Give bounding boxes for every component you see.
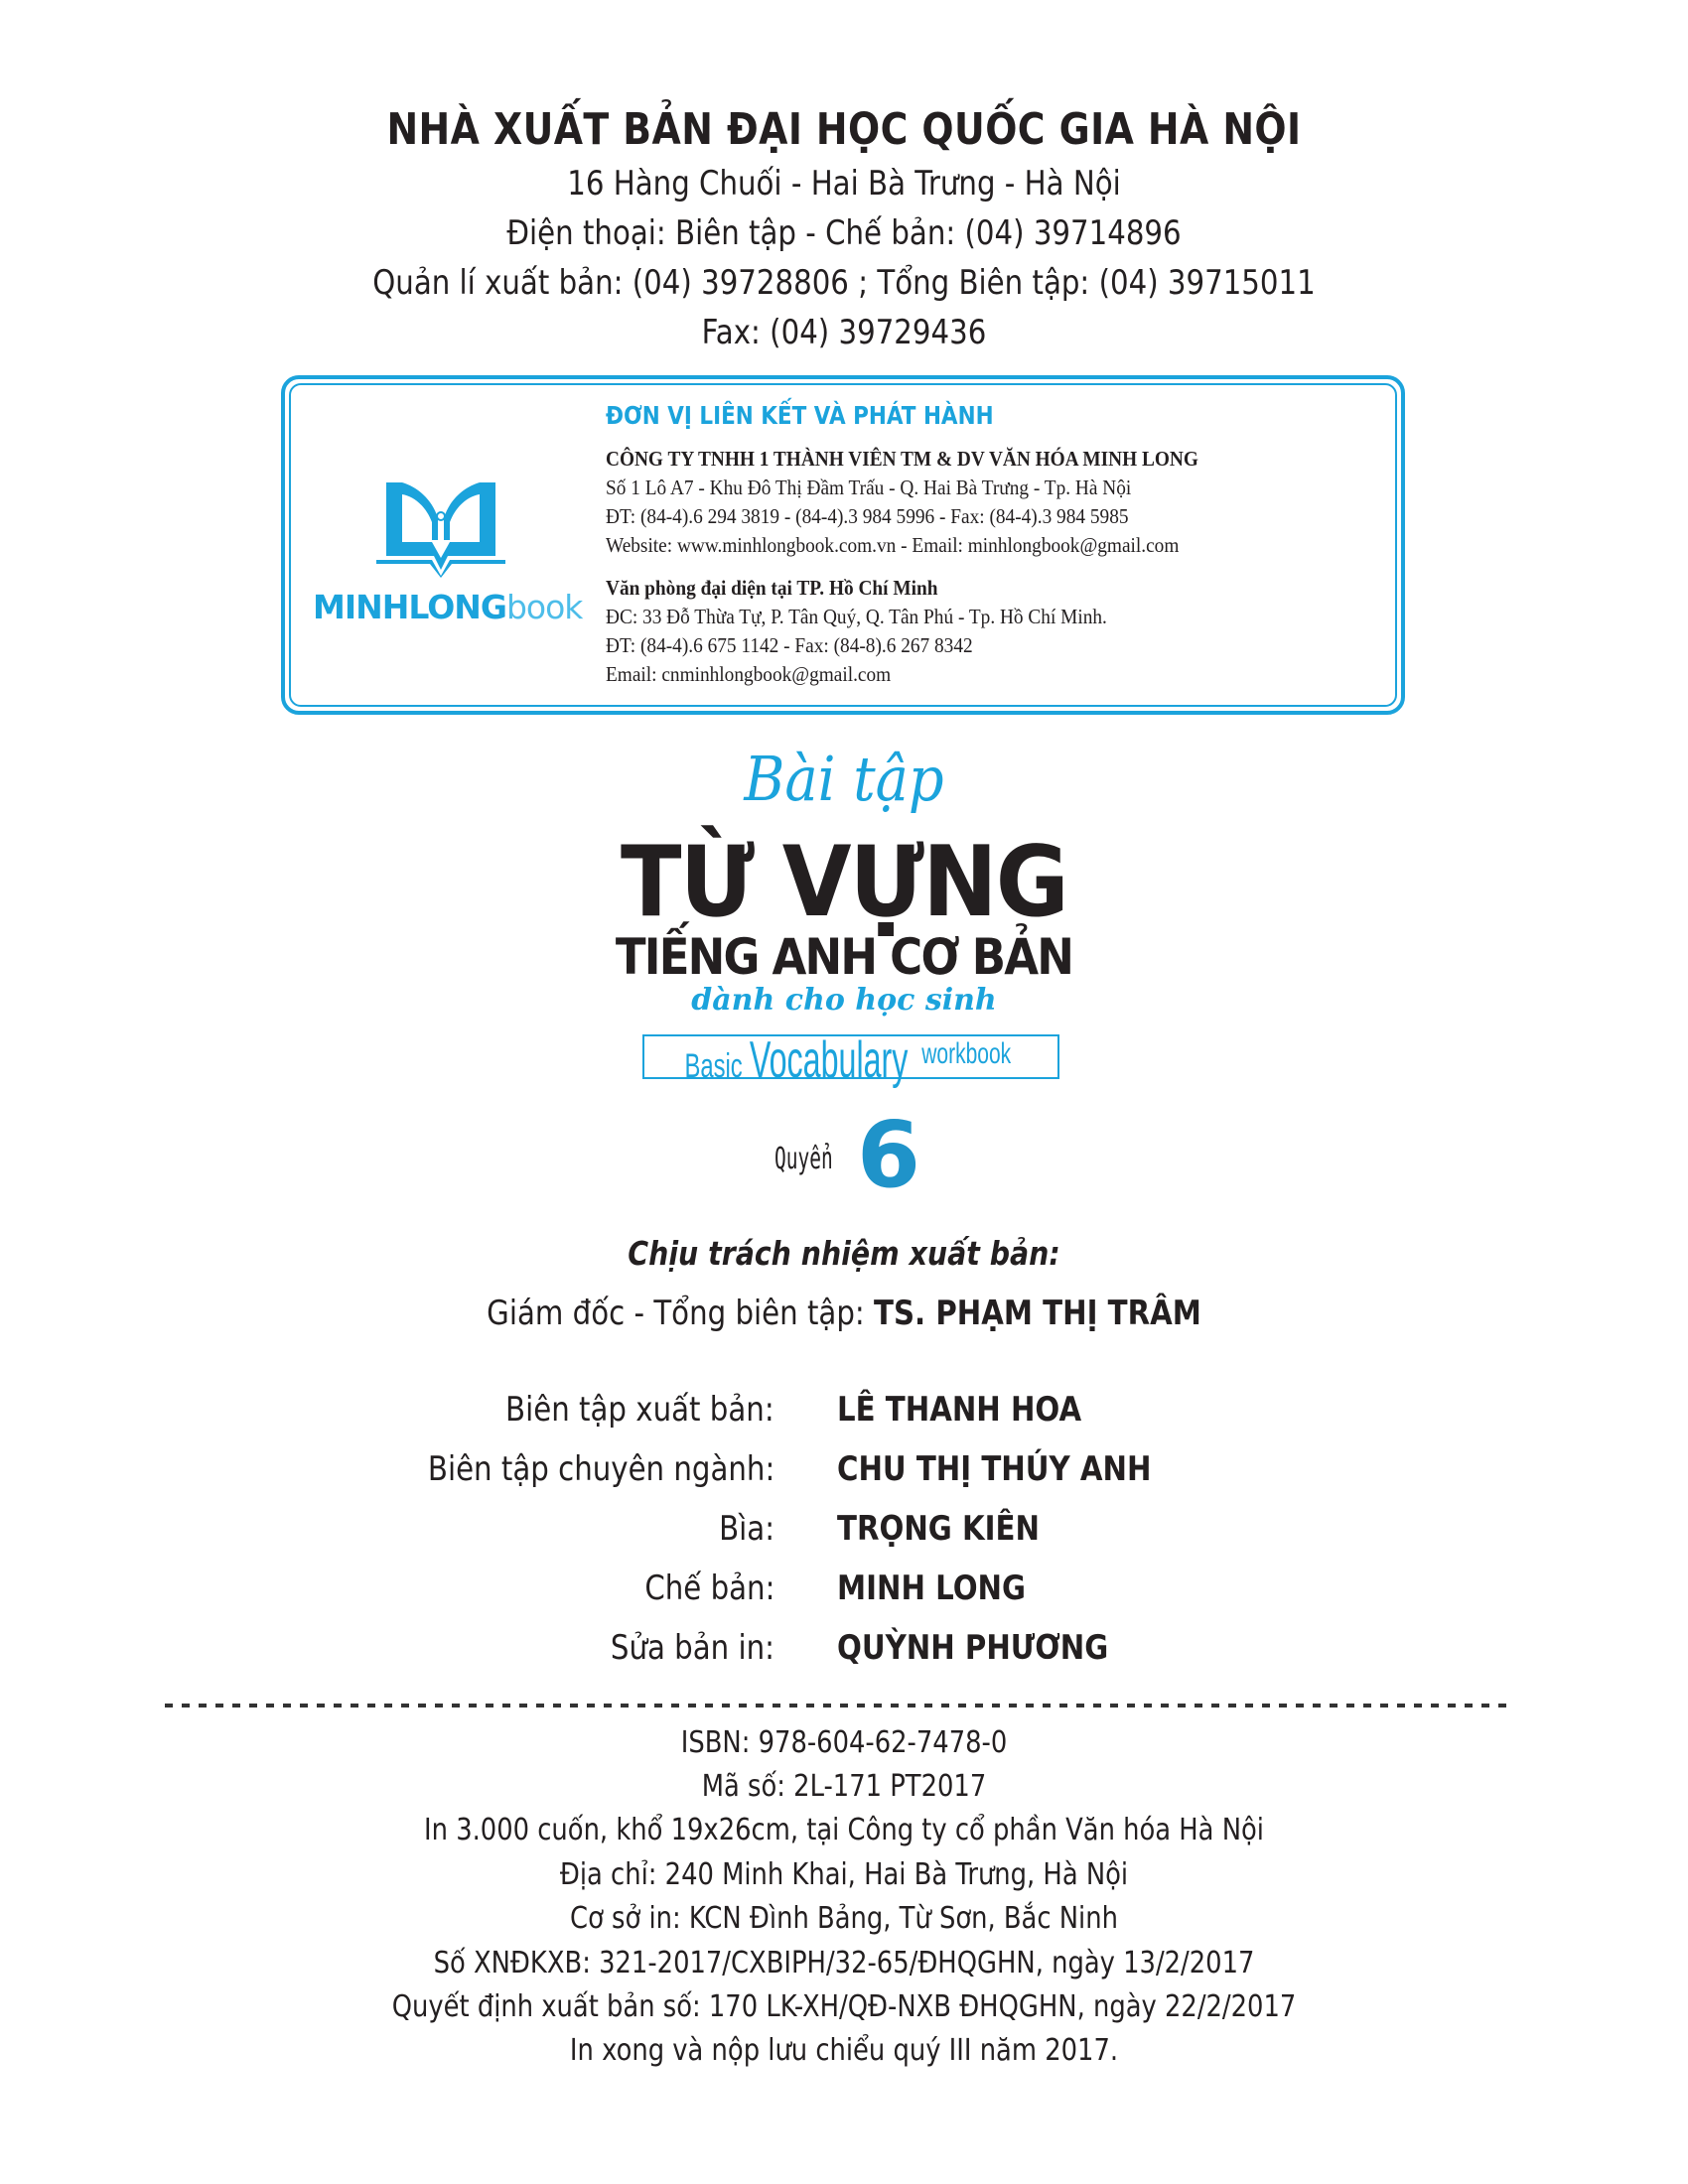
open-book-pen-icon [376,478,505,578]
hq-address: Số 1 Lô A7 - Khu Đô Thị Đầm Trấu - Q. Hai Bà Trưng - Tp. Hà Nội [606,476,1132,499]
book-subtitle: TIẾNG ANH CƠ BẢN [615,928,1073,986]
english-title [644,1030,1057,1090]
credit-value: CHU THỊ THÚY ANH [837,1449,1152,1489]
imprint-registration: Số XNĐKXB: 321-2017/CXBIPH/32-65/ĐHQGHN, ngày 13/2/2017 [433,1946,1255,1980]
volume-label: Quyển [774,1142,833,1176]
director-line [118,1294,1570,1333]
director-name: TS. PHẠM THỊ TRÂM [874,1294,1201,1333]
hq-company-name: CÔNG TY TNHH 1 THÀNH VIÊN TM & DV VĂN HÓA MINH LONG [606,447,1198,471]
hcm-email: Email: cnminhlongbook@gmail.com [606,662,892,686]
english-title-vocabulary: Vocabulary [749,1031,909,1089]
imprint-completion: In xong và nộp lưu chiểu quý III năm 2017. [569,2033,1119,2068]
imprint-printer-address: Địa chỉ: 240 Minh Khai, Hai Bà Trưng, Hà Nội [559,1857,1129,1892]
hcm-phone: ĐT: (84-4).6 675 1142 - Fax: (84-8).6 267 8342 [606,633,973,657]
credit-label: Sửa bản in: [610,1628,774,1668]
credit-label: Bìa: [719,1509,774,1549]
logo-word-suffix: book [505,588,583,626]
credit-value: QUỲNH PHƯƠNG [837,1628,1109,1668]
credit-value: MINH LONG [837,1569,1027,1608]
imprint-print-run: In 3.000 cuốn, khổ 19x26cm, tại Công ty cổ phần Văn hóa Hà Nội [424,1813,1264,1847]
publisher-phone-editing: Điện thoại: Biên tập - Chế bản: (04) 39714896 [506,213,1182,253]
publisher-address: 16 Hàng Chuối - Hai Bà Trưng - Hà Nội [567,164,1121,204]
volume-number: 6 [857,1102,921,1208]
distributor-heading: ĐƠN VỊ LIÊN KẾT VÀ PHÁT HÀNH [606,401,994,430]
credit-row [0,1628,1688,1678]
hcm-office-title: Văn phòng đại diện tại TP. Hồ Chí Minh [606,576,938,600]
credit-row [0,1569,1688,1618]
credit-value: TRỌNG KIÊN [837,1509,1040,1549]
english-title-box [642,1031,1059,1089]
logo-word-main: MINHLONG [313,588,506,626]
book-script-title: Bài tập [744,743,944,815]
logo-wordmark [313,588,582,626]
book-title: TỪ VỰNG [621,826,1067,939]
credit-row [0,1390,1688,1439]
distributor-box [281,375,1405,715]
imprint-decision: Quyết định xuất bản số: 170 LK-XH/QĐ-NXB ĐHQGHN, ngày 22/2/2017 [391,1989,1297,2024]
credit-value: LÊ THANH HOA [837,1390,1082,1430]
imprint-print-facility: Cơ sở in: KCN Đình Bảng, Từ Sơn, Bắc Ninh [570,1901,1118,1936]
dashed-divider [165,1704,1515,1707]
credit-row [0,1509,1688,1559]
credit-label: Biên tập chuyên ngành: [427,1449,774,1489]
publisher-name: NHÀ XUẤT BẢN ĐẠI HỌC QUỐC GIA HÀ NỘI [386,104,1302,155]
book-audience: dành cho học sinh [691,983,997,1018]
english-title-workbook: workbook [921,1037,1012,1070]
publisher-fax: Fax: (04) 39729436 [701,313,987,352]
imprint-code: Mã số: 2L-171 PT2017 [701,1769,987,1804]
credit-label: Biên tập xuất bản: [505,1390,774,1430]
minhlong-logo [307,478,585,627]
hq-web-email: Website: www.minhlongbook.com.vn - Email: minhlongbook@gmail.com [606,533,1180,557]
hq-phone: ĐT: (84-4).6 294 3819 - (84-4).3 984 5996 - Fax: (84-4).3 984 5985 [606,504,1129,528]
hcm-address: ĐC: 33 Đỗ Thừa Tự, P. Tân Quý, Q. Tân Phú - Tp. Hồ Chí Minh. [606,605,1107,628]
english-title-basic: Basic [684,1047,743,1085]
director-label: Giám đốc - Tổng biên tập: [487,1294,875,1333]
credit-row [0,1449,1688,1499]
credit-label: Chế bản: [643,1569,774,1608]
responsibility-heading: Chịu trách nhiệm xuất bản: [628,1234,1060,1273]
imprint-isbn: ISBN: 978-604-62-7478-0 [680,1725,1008,1760]
publisher-phone-management: Quản lí xuất bản: (04) 39728806 ; Tổng Biên tập: (04) 39715011 [372,263,1316,303]
